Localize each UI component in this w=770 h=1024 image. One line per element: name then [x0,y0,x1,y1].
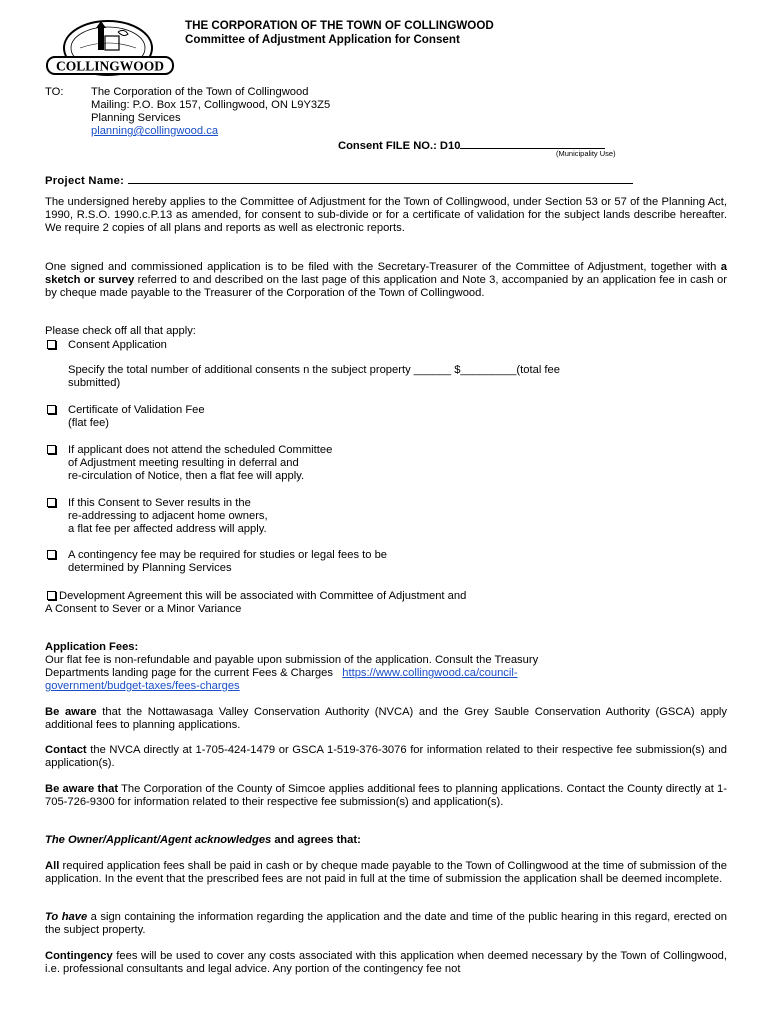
document-header [185,19,494,47]
intro-paragraph: The undersigned hereby applies to the Committee of Adjustment for the Town of Collingwood, under Section 53 or 57 of the Planning Act, 1990, R.S.O. 1990.c.P.13 as amended, for consent to sub-divide or for a certificate of validation for the subject lands describe hereafter. We require 2 copies of all plans and reports as well as electronic reports. [45,196,727,234]
acknowledgement-heading [45,834,727,847]
filing-text-1: One signed and commissioned application is to be filed with the Secretary-Treasurer of the Committee of Adjustment, together with [45,261,721,273]
development-agreement-label: Development Agreement this will be associated with Committee of Adjustment and [59,590,467,602]
file-number-label: Consent FILE NO.: D10 [338,140,461,152]
svg-text:COLLINGWOOD: COLLINGWOOD [55,58,165,74]
deferral-line-1: If applicant does not attend the scheduled Committee [68,444,333,456]
municipality-use-note: (Municipality Use) [556,149,616,158]
email-link[interactable]: planning@collingwood.ca [91,125,219,137]
filing-paragraph [45,261,727,300]
contact-paragraph [45,744,727,770]
acknowledge-bold: and agrees that: [271,834,361,846]
application-fees-heading: Application Fees: [45,641,139,653]
contingency-option-line-1: A contingency fee may be required for studies or legal fees to be [68,549,388,561]
certificate-line-2: (flat fee) [68,417,110,429]
readdressing-fee-checkbox[interactable] [47,498,56,507]
contingency-text: fees will be used to cover any costs associated with this application when deemed necessary by the Town of Collingwood, i.e. professional consultants and legal advice. Any portion of the contingency fee not [45,950,727,975]
fees-line-2-text: Departments landing page for the current Fees & Charges [45,667,343,679]
deferral-fee-label [68,444,332,483]
aware-bold-2: Be aware that [45,783,119,795]
document-title: THE CORPORATION OF THE TOWN OF COLLINGWOOD [185,19,494,32]
all-fees-paragraph [45,860,727,886]
fees-link-part-1[interactable]: https://www.collingwood.ca/council- [342,667,518,679]
acknowledge-bolditalic: The Owner/Applicant/Agent acknowledges [45,834,272,846]
contact-bold: Contact [45,744,87,756]
application-fees-section [45,641,727,693]
to-line-1: The Corporation of the Town of Collingwood [91,86,309,98]
filing-sketch-bold: a sketch or survey [45,261,727,286]
deferral-fee-checkbox[interactable] [47,445,56,454]
consent-application-checkbox[interactable] [47,340,56,349]
sign-bolditalic: To have [45,911,88,923]
check-prompt: Please check off all that apply: [45,325,196,337]
contingency-fee-checkbox[interactable] [47,550,56,559]
to-line-3: Planning Services [91,112,181,124]
contingency-paragraph [45,950,727,976]
to-line-2: Mailing: P.O. Box 157, Collingwood, ON L9Y3Z5 [91,99,331,111]
consent-count-line: Specify the total number of additional consents n the subject property ______ $_________(total fee [68,364,560,376]
readdress-line-1: If this Consent to Sever results in the [68,497,251,509]
fees-line-1: Our flat fee is non-refundable and payable upon submission of the application. Consult the Treasury [45,654,539,666]
collingwood-seal-icon [44,18,176,78]
sign-text: a sign containing the information regarding the application and the date and time of the public hearing in this regard, erected on the subject property. [45,911,727,936]
to-address [91,86,330,138]
aware-conservation-paragraph [45,706,727,732]
town-logo [44,18,176,78]
all-fees-bold: All [45,860,60,872]
aware-bold-1: Be aware [45,706,97,718]
all-fees-text: required application fees shall be paid in cash or by cheque made payable to the Town of Collingwood at the time of submission of the application. In the event that the prescribed fees are not paid in full at the time of submission the application shall be deemed incomplete. [45,860,727,885]
fees-line-2 [45,667,727,680]
project-name-field [45,172,633,188]
consent-application-label: Consent Application [68,339,167,351]
development-agreement-checkbox[interactable] [47,591,56,600]
certificate-line-1: Certificate of Validation Fee [68,404,205,416]
aware-county-paragraph [45,783,727,809]
aware-text-1: that the Nottawasaga Valley Conservation Authority (NVCA) and the Grey Sauble Conservation Authority (GSCA) apply additional fees to planning applications. [45,706,728,731]
sign-paragraph [45,911,727,937]
readdress-line-2: re-addressing to adjacent home owners, [68,510,268,522]
readdressing-fee-label [68,497,268,536]
certificate-validation-checkbox[interactable] [47,405,56,414]
contingency-fee-label [68,549,387,575]
fees-link-part-2[interactable]: government/budget-taxes/fees-charges [45,680,240,692]
certificate-validation-label [68,404,205,430]
consent-count-line-2: submitted) [68,377,121,389]
readdress-line-3: a flat fee per affected address will apply. [68,523,267,535]
deferral-line-2: of Adjustment meeting resulting in deferral and [68,457,299,469]
to-label: TO: [45,86,64,98]
filing-text-2: referred to and described on the last page of this application and Note 3, accompanied by an application fee in cash or by cheque made payable to the Treasurer of the Corporation of the Town of Collingwood. [45,274,727,299]
contingency-option-line-2: determined by Planning Services [68,562,232,574]
deferral-line-3: re-circulation of Notice, then a flat fee will apply. [68,470,305,482]
project-name-label: Project Name: [45,175,125,187]
contingency-bold: Contingency [45,950,113,962]
document-subtitle: Committee of Adjustment Application for Consent [185,33,460,46]
file-number-input[interactable] [460,137,605,149]
contact-text: the NVCA directly at 1-705-424-1479 or GSCA 1-519-376-3076 for information related to their respective fee submission(s) and application(s). [45,744,727,769]
development-agreement-label-2: A Consent to Sever or a Minor Variance [45,603,242,615]
project-name-input[interactable] [128,172,633,184]
aware-text-2: The Corporation of the County of Simcoe applies additional fees to planning applications. Contact the County directly at 1-705-726-9300 for information related to their respective fee submission(s) and application(s). [45,783,728,808]
